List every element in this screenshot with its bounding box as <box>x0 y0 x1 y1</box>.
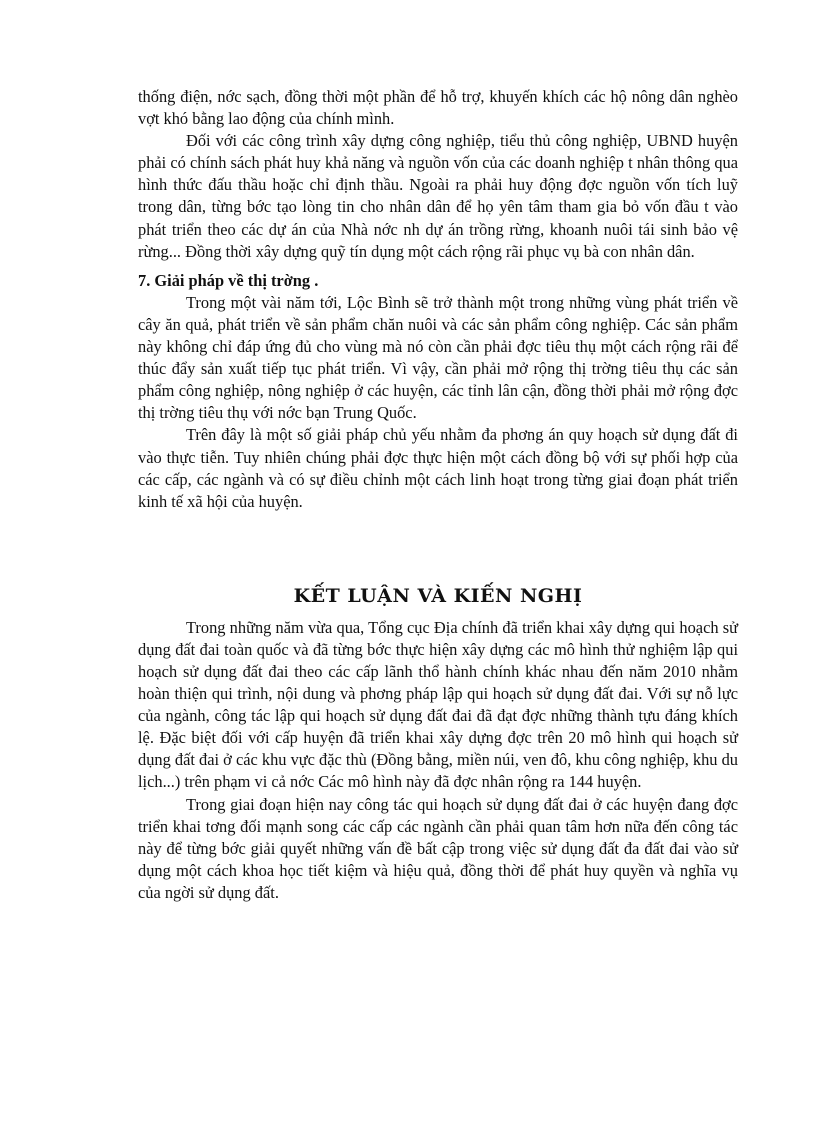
paragraph-conclusion-1: Trong những năm vừa qua, Tổng cục Địa chính đã triển khai xây dựng qui hoạch sử dụng đất đai toàn quốc và đã từng bớc thực hiện xây dựng các mô hình thử nghiệm lập qui hoạch sử dụng đất đai theo các cấp lãnh thổ hành chính khác nhau đến năm 2010 nhằm hoàn thiện qui trình, nội dung và phơng pháp lập qui hoạch sử dụng đất đai. Với sự nỗ lực của ngành, công tác lập qui hoạch sử dụng đất đai đã đạt đợc những thành tựu đáng khích lệ. Đặc biệt đối với cấp huyện đã triển khai xây dựng đợc trên 20 mô hình qui hoạch sử dụng đất đai ở các khu vực đặc thù (Đồng bằng, miền núi, ven đô, khu công nghiệp, khu du lịch...) trên phạm vi cả nớc Các mô hình này đã đợc nhân rộng ra 144 huyện. <box>138 617 738 792</box>
paragraph-market: Trong một vài năm tới, Lộc Bình sẽ trở thành một trong những vùng phát triển về cây ăn quả, phát triển về sản phẩm chăn nuôi và các sản phẩm công nghiệp. Các sản phẩm này không chỉ đáp ứng đủ cho vùng mà nó còn cần phải đợc tiêu thụ một cách rộng rãi để thúc đẩy sản xuất tiếp tục phát triển. Vì vậy, cần phải mở rộng thị trờng tiêu thụ các sản phẩm công nghiệp, nông nghiệp ở các huyện, các tỉnh lân cận, đồng thời phải mở rộng đợc thị trờng tiêu thụ với nớc bạn Trung Quốc. <box>138 292 738 423</box>
conclusion-title: KẾT LUẬN VÀ KIẾN NGHỊ <box>293 584 583 607</box>
paragraph-investment: Đối với các công trình xây dựng công nghiệp, tiểu thủ công nghiệp, UBND huyện phải có chính sách phát huy khả năng và nguồn vốn của các doanh nghiệp t nhân thông qua hình thức đấu thầu hoặc chỉ định thầu. Ngoài ra phải huy động đợc nguồn vốn tích luỹ trong dân, từng bớc tạo lòng tin cho nhân dân để họ yên tâm tham gia bỏ vốn đầu t vào phát triển theo các dự án của Nhà nớc nh dự án trồng rừng, khoanh nuôi tái sinh bảo vệ rừng... Đồng thời xây dựng quỹ tín dụng một cách rộng rãi phục vụ bà con nhân dân. <box>138 131 738 261</box>
paragraph-summary: Trên đây là một số giải pháp chủ yếu nhằm đa phơng án quy hoạch sử dụng đất đi vào thực tiễn. Tuy nhiên chúng phải đợc thực hiện một cách đồng bộ với sự phối hợp của các cấp, các ngành và có sự điều chỉnh một cách linh hoạt trong từng giai đoạn phát triển kinh tế xã hội của huyện. <box>138 425 738 511</box>
continued-paragraph: thống điện, nớc sạch, đồng thời một phần để hỗ trợ, khuyến khích các hộ nông dân nghèo vợt khó bằng lao động của chính mình. <box>138 87 738 129</box>
section-spacer <box>138 513 738 583</box>
paragraph-conclusion-2: Trong giai đoạn hiện nay công tác qui hoạch sử dụng đất đai ở các huyện đang đợc triển khai tơng đối mạnh song các cấp các ngành cần phải quan tâm hơn nữa đến công tác này để từng bớc giải quyết những vấn đề bất cập trong việc sử dụng đất đa đất đai vào sử dụng một cách khoa học tiết kiệm và hiệu quả, đồng thời để phát huy quyền và nghĩa vụ của ngời sử dụng đất. <box>138 794 738 902</box>
section-heading-market: 7. Giải pháp về thị trờng . <box>138 270 319 290</box>
document-page <box>138 86 738 904</box>
